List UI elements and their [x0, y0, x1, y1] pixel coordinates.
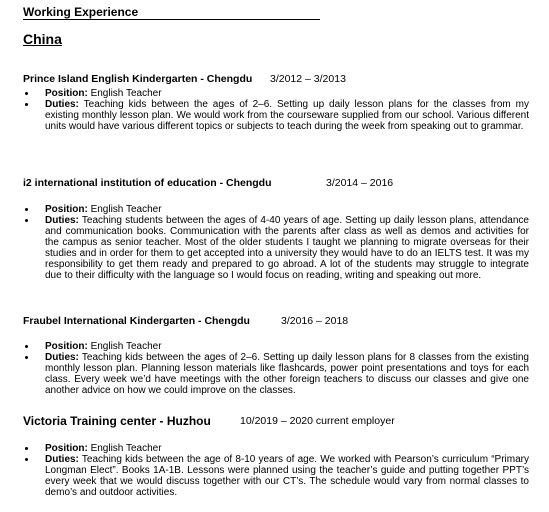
duties-label: Duties: — [45, 352, 79, 363]
position-item — [23, 341, 529, 352]
job-details — [23, 341, 529, 396]
job-dates: 10/2019 – 2020 current employer — [240, 415, 395, 427]
job-dates: 3/2014 – 2016 — [326, 177, 394, 189]
duties-value: Teaching students between the ages of 4-40 years of age. Setting up daily lesson plans, attendance and communication books. Communication with the parents after class as well as demos and activities for the campus as senior teacher. Most of the older students I taught we planning to migrate overseas for their studies and in order for them to get accepted into a university they would have to do an IELTS test. It was my responsibility to get them ready and prepared to go abroad. A lot of the students may struggle to integrate due to their difficulty with the language so I would focus on reading, writing and speaking out more. — [45, 215, 529, 281]
job-header — [23, 315, 349, 328]
job-details — [23, 204, 529, 281]
duties-label: Duties: — [45, 454, 79, 465]
job-title: Prince Island English Kindergarten - Chengdu — [23, 73, 253, 85]
position-item — [23, 88, 529, 99]
job-header — [23, 73, 346, 86]
duties-value: Teaching kids between the age of 8-10 years of age. We worked with Pearson’s curriculum “Primary Longman Elect”. Books 1A-1B. Lessons were planned using the teacher’s guide and putting together PPT’s every week that we would discuss together with our CT’s. The schedule would vary from normal classes to demo’s and outdoor activities. — [45, 454, 529, 498]
job-title: i2 international institution of education - Chengdu — [23, 177, 272, 189]
bullet-icon — [25, 219, 28, 222]
country-heading: China — [23, 31, 62, 47]
section-heading: Working Experience — [23, 5, 320, 20]
position-label: Position: — [45, 443, 88, 454]
bullet-icon — [25, 447, 28, 450]
job-dates: 3/2016 – 2018 — [281, 315, 349, 327]
duties-item — [23, 99, 529, 132]
job-title: Fraubel International Kindergarten - Chengdu — [23, 315, 250, 327]
position-value: English Teacher — [90, 341, 162, 352]
duties-value: Teaching kids between the ages of 2–6. Setting up daily lesson plans for 8 classes from the existing monthly lesson plan. Planning lesson materials like flashcards, power point presentations and toys for each class. Every week we’d have meetings with the other foreign teachers to discuss our classes and give one another advice on how we could improve on the classes. — [45, 352, 529, 396]
job-details — [23, 88, 529, 132]
position-label: Position: — [45, 341, 88, 352]
job-details — [23, 443, 529, 498]
duties-item — [23, 215, 529, 281]
duties-label: Duties: — [45, 215, 79, 226]
position-value: English Teacher — [90, 204, 162, 215]
duties-label: Duties: — [45, 99, 79, 110]
bullet-icon — [25, 208, 28, 211]
bullet-icon — [25, 458, 28, 461]
duties-value: Teaching kids between the ages of 2–6. Setting up daily lesson plans for the classes from my existing monthly lesson plan. We would work from the courseware supplied from our school. Various different units would have various different topics or subjects to teach during the week from speaking out to grammar. — [45, 99, 529, 132]
position-item — [23, 443, 529, 454]
position-label: Position: — [45, 204, 88, 215]
duties-item — [23, 352, 529, 396]
bullet-icon — [25, 356, 28, 359]
job-header — [23, 414, 395, 428]
duties-item — [23, 454, 529, 498]
bullet-icon — [25, 345, 28, 348]
position-value: English Teacher — [90, 88, 162, 99]
bullet-icon — [25, 103, 28, 106]
job-dates: 3/2012 – 3/2013 — [270, 73, 346, 85]
job-header — [23, 177, 394, 190]
position-value: English Teacher — [90, 443, 162, 454]
job-title: Victoria Training center - Huzhou — [23, 414, 211, 428]
bullet-icon — [25, 92, 28, 95]
position-label: Position: — [45, 88, 88, 99]
position-item — [23, 204, 529, 215]
